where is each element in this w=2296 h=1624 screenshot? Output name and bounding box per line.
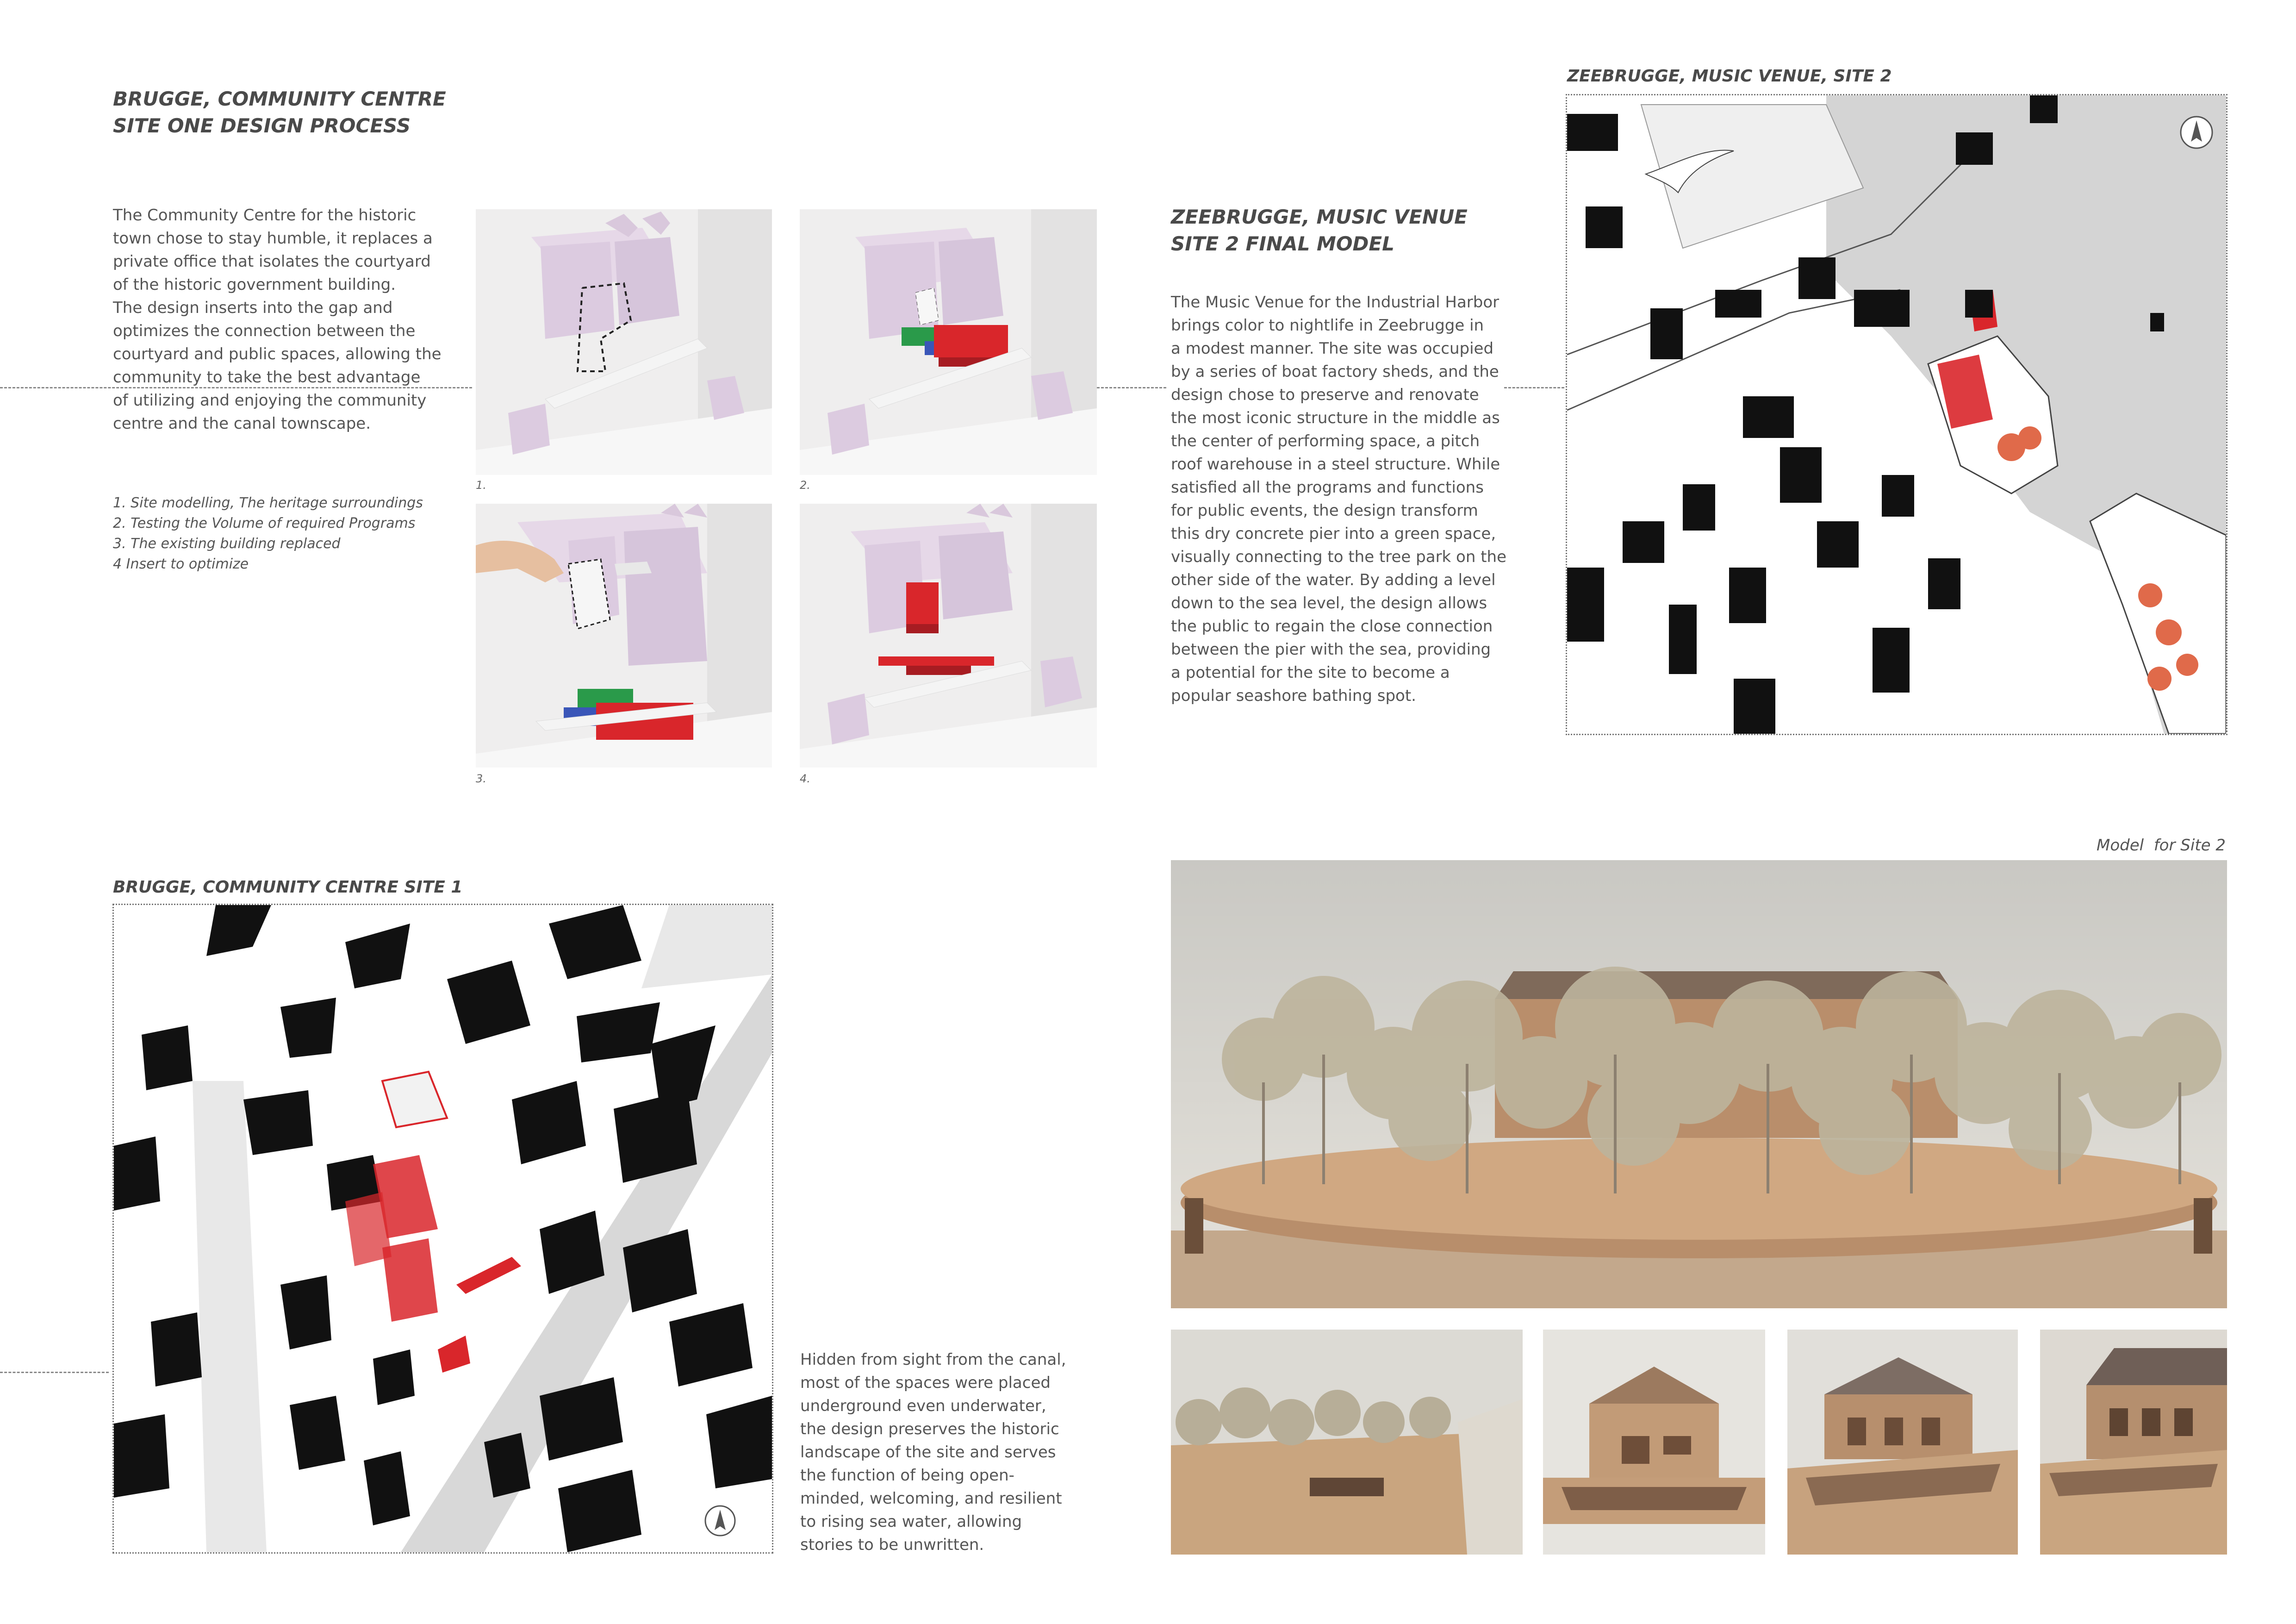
text-line: underground even underwater,	[800, 1397, 1046, 1415]
step-item: 2. Testing the Volume of required Programs	[113, 515, 416, 531]
left-paragraph	[113, 204, 446, 435]
text-line: the public to regain the close connection	[1171, 617, 1493, 636]
zeebrugge-site-title: ZEEBRUGGE, MUSIC VENUE, SITE 2	[1567, 67, 1892, 86]
text-line: stories to be unwritten.	[800, 1536, 984, 1554]
text-line: by a series of boat factory sheds, and the	[1171, 362, 1499, 381]
process-photo-1	[476, 209, 772, 475]
photo-caption-4: 4.	[800, 772, 810, 785]
text-line: for public events, the design transform	[1171, 501, 1478, 520]
text-line: the function of being open-	[800, 1466, 1014, 1485]
zeebrugge-title-line2: SITE 2 FINAL MODEL	[1171, 232, 1394, 255]
step-item: 4 Insert to optimize	[113, 556, 249, 572]
text-line: The design inserts into the gap and	[113, 299, 393, 317]
text-line: a modest manner. The site was occupied	[1171, 339, 1494, 358]
model-photo-detail-1	[1171, 1330, 1523, 1555]
process-steps	[113, 493, 446, 575]
text-line: The Community Centre for the historic	[113, 206, 417, 225]
text-line: satisfied all the programs and functions	[1171, 478, 1484, 497]
text-line: visually connecting to the tree park on the	[1171, 548, 1507, 566]
text-line: private office that isolates the courtyard	[113, 252, 431, 271]
guide-line-bottom-left	[0, 1372, 109, 1373]
step-item: 1. Site modelling, The heritage surroundings	[113, 495, 423, 511]
zeebrugge-paragraph	[1171, 291, 1523, 707]
model-photo-detail-3	[1787, 1330, 2018, 1555]
left-title-line2: SITE ONE DESIGN PROCESS	[113, 114, 411, 137]
text-line: this dry concrete pier into a green space,	[1171, 525, 1496, 543]
text-line: town chose to stay humble, it replaces a	[113, 229, 433, 248]
text-line: other side of the water. By adding a level	[1171, 571, 1496, 589]
model-photo-detail-2	[1543, 1330, 1765, 1555]
photo-caption-2: 2.	[800, 479, 810, 492]
text-line: most of the spaces were placed	[800, 1374, 1051, 1392]
text-line: design chose to preserve and renovate	[1171, 386, 1479, 404]
zeebrugge-title-line1: ZEEBRUGGE, MUSIC VENUE	[1171, 206, 1468, 228]
text-line: optimizes the connection between the	[113, 322, 416, 340]
zeebrugge-site-plan	[1566, 94, 2228, 735]
left-title	[113, 86, 529, 139]
photo-caption-1: 1.	[476, 479, 486, 492]
text-line: a potential for the site to become a	[1171, 663, 1450, 682]
text-line: of the historic government building.	[113, 275, 396, 294]
text-line: The Music Venue for the Industrial Harbor	[1171, 293, 1500, 312]
zeebrugge-final-title	[1171, 204, 1587, 257]
text-line: minded, welcoming, and resilient	[800, 1489, 1062, 1508]
process-photo-4	[800, 504, 1097, 768]
text-line: roof warehouse in a steel structure. While	[1171, 455, 1500, 474]
process-photo-2	[800, 209, 1097, 475]
text-line: landscape of the site and serves	[800, 1443, 1056, 1462]
model-photo-detail-4	[2040, 1330, 2227, 1555]
model-caption: Model for Site 2	[2097, 836, 2226, 855]
guide-line-top-middle	[1097, 387, 1166, 388]
text-line: between the pier with the sea, providing	[1171, 640, 1491, 659]
text-line: the center of performing space, a pitch	[1171, 432, 1480, 450]
text-line: community to take the best advantage	[113, 368, 421, 387]
text-line: brings color to nightlife in Zeebrugge in	[1171, 316, 1484, 335]
photo-caption-3: 3.	[476, 772, 486, 785]
text-line: courtyard and public spaces, allowing the	[113, 345, 442, 363]
text-line: of utilizing and enjoying the community	[113, 391, 427, 410]
brugge-site-paragraph	[800, 1348, 1087, 1556]
process-photo-3	[476, 504, 772, 768]
step-item: 3. The existing building replaced	[113, 536, 341, 552]
text-line: centre and the canal townscape.	[113, 414, 371, 433]
text-line: popular seashore bathing spot.	[1171, 687, 1416, 705]
text-line: the design preserves the historic	[800, 1420, 1059, 1438]
text-line: Hidden from sight from the canal,	[800, 1350, 1066, 1369]
left-title-line1: BRUGGE, COMMUNITY CENTRE	[113, 87, 446, 110]
model-photo-main	[1171, 860, 2227, 1308]
brugge-site-plan	[112, 904, 773, 1554]
brugge-site-title: BRUGGE, COMMUNITY CENTRE SITE 1	[113, 878, 463, 897]
text-line: the most iconic structure in the middle as	[1171, 409, 1500, 427]
text-line: to rising sea water, allowing	[800, 1512, 1022, 1531]
text-line: down to the sea level, the design allows	[1171, 594, 1487, 612]
